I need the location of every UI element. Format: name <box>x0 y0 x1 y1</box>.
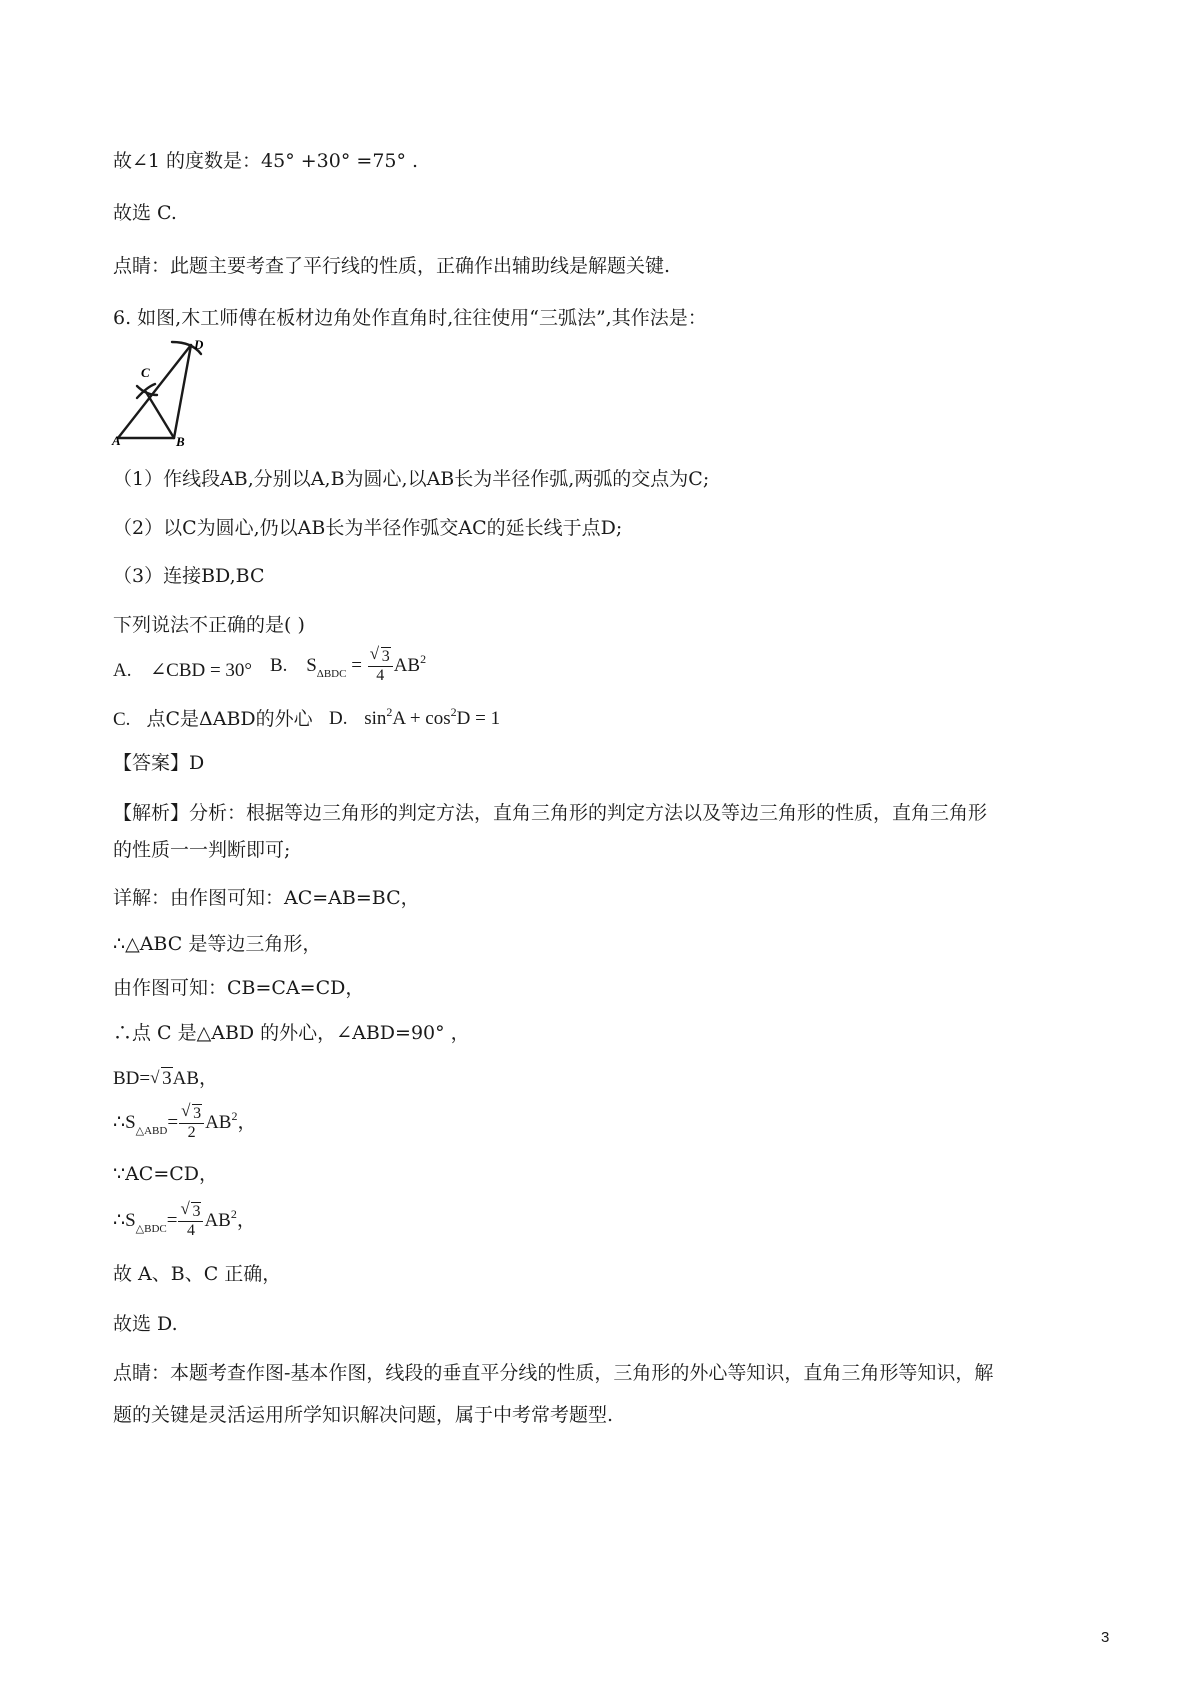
option-b-num: 3 <box>381 648 390 665</box>
detail-line-8: 故 A、B、C 正确， <box>113 1263 282 1285</box>
option-d-sup2: 2 <box>450 705 457 719</box>
step-2: （2）以C为圆心,仍以AB长为半径作弧交AC的延长线于点D; <box>113 517 623 539</box>
option-b-s: S <box>306 654 317 676</box>
answer: 【答案】D <box>113 752 205 774</box>
label-d: D <box>194 337 204 352</box>
formula-bd-sqrt: √ 3 <box>150 1068 172 1089</box>
formula-bd-prefix: BD= <box>113 1068 151 1089</box>
label-c: C <box>141 365 150 380</box>
option-b-fraction: √ 3 4 <box>368 648 393 685</box>
option-a-expr: ∠CBD = 30° <box>150 660 253 681</box>
option-b-sub: ΔBDC <box>316 667 347 680</box>
detail-line-9: 故选 D. <box>113 1313 178 1335</box>
formula-s1-den: 2 <box>187 1124 196 1141</box>
formula-s2-sub: △BDC <box>135 1222 167 1235</box>
detail-line-4: ∴点 C 是△ABD 的外心，∠ABD=90° ， <box>113 1022 470 1044</box>
option-d-a: A + cos <box>392 708 451 729</box>
question-prompt: 下列说法不正确的是( ) <box>113 614 305 636</box>
option-d-sin: sin <box>364 708 387 729</box>
formula-s1-sub: △ABD <box>135 1124 168 1137</box>
text-line-choice-c: 故选 C. <box>113 202 177 224</box>
formula-s1-eq: = <box>167 1111 179 1133</box>
option-a <box>113 658 252 684</box>
detail-line-6: ∵AC=CD， <box>113 1163 219 1185</box>
option-a-label: A. <box>113 660 132 681</box>
formula-area-bdc <box>113 1199 256 1240</box>
label-a: A <box>112 433 121 448</box>
detail-line-2: ∴△ABC 是等边三角形， <box>113 933 322 955</box>
formula-s1-end: ， <box>237 1111 257 1133</box>
formula-s2-pre: ∴S <box>113 1209 136 1231</box>
step-1: （1）作线段AB,分别以A,B为圆心,以AB长为半径作弧,两弧的交点为C; <box>113 468 710 490</box>
note-line-2: 题的关键是灵活运用所学知识解决问题，属于中考常考题型. <box>113 1404 614 1426</box>
formula-s2-end: ， <box>236 1209 256 1231</box>
label-b: B <box>176 434 185 449</box>
detail-line-1: 详解：由作图可知：AC=AB=BC， <box>113 887 420 909</box>
formula-bd-suffix: AB， <box>172 1068 219 1089</box>
three-arc-figure <box>112 337 217 452</box>
formula-bd-rad: 3 <box>162 1068 172 1089</box>
analysis-line-2: 的性质一一判断即可; <box>113 839 291 861</box>
formula-s2-ab: AB <box>204 1209 231 1231</box>
option-c-label: C. <box>113 709 131 730</box>
formula-s2-fraction: √ 3 4 <box>178 1203 203 1240</box>
option-c <box>113 706 313 733</box>
option-b <box>270 644 427 685</box>
option-d <box>329 706 500 733</box>
option-b-label: B. <box>270 654 288 676</box>
step-3: （3）连接BD,BC <box>113 565 265 587</box>
text-line-comment: 点睛：此题主要考查了平行线的性质，正确作出辅助线是解题关键. <box>113 255 671 277</box>
formula-s1-fraction: √ 3 2 <box>179 1105 204 1142</box>
page-number: 3 <box>1101 1629 1110 1646</box>
formula-s1-sup: 2 <box>231 1108 238 1123</box>
formula-s2-num: 3 <box>192 1203 201 1220</box>
formula-area-abd <box>113 1101 257 1142</box>
formula-bd <box>113 1066 218 1092</box>
option-b-sup: 2 <box>420 651 427 666</box>
detail-line-3: 由作图可知：CB=CA=CD， <box>113 977 365 999</box>
option-b-den: 4 <box>376 667 385 684</box>
option-d-label: D. <box>329 708 348 729</box>
option-b-eq: = <box>346 654 367 676</box>
formula-s2-eq: = <box>166 1209 178 1231</box>
option-d-rest: D = 1 <box>456 708 501 729</box>
option-d-sup1: 2 <box>386 705 393 719</box>
option-b-ab: AB <box>393 654 421 676</box>
question-6-stem: 6. 如图,木工师傅在板材边角处作直角时,往往使用“三弧法”,其作法是： <box>113 307 707 329</box>
text-line-angle-result: 故∠1 的度数是：45° +30° =75° . <box>113 150 419 172</box>
formula-s1-pre: ∴S <box>113 1111 136 1133</box>
option-c-text: 点C是ΔABD的外心 <box>146 708 313 730</box>
analysis-line-1: 【解析】分析：根据等边三角形的判定方法，直角三角形的判定方法以及等边三角形的性质，直角三角形 <box>113 802 988 824</box>
formula-s2-den: 4 <box>186 1222 195 1239</box>
note-line-1: 点睛：本题考查作图-基本作图，线段的垂直平分线的性质，三角形的外心等知识，直角三角形等知识，解 <box>113 1362 994 1384</box>
formula-s2-sup: 2 <box>230 1206 237 1221</box>
formula-s1-ab: AB <box>205 1111 232 1133</box>
formula-s1-num: 3 <box>193 1105 202 1122</box>
